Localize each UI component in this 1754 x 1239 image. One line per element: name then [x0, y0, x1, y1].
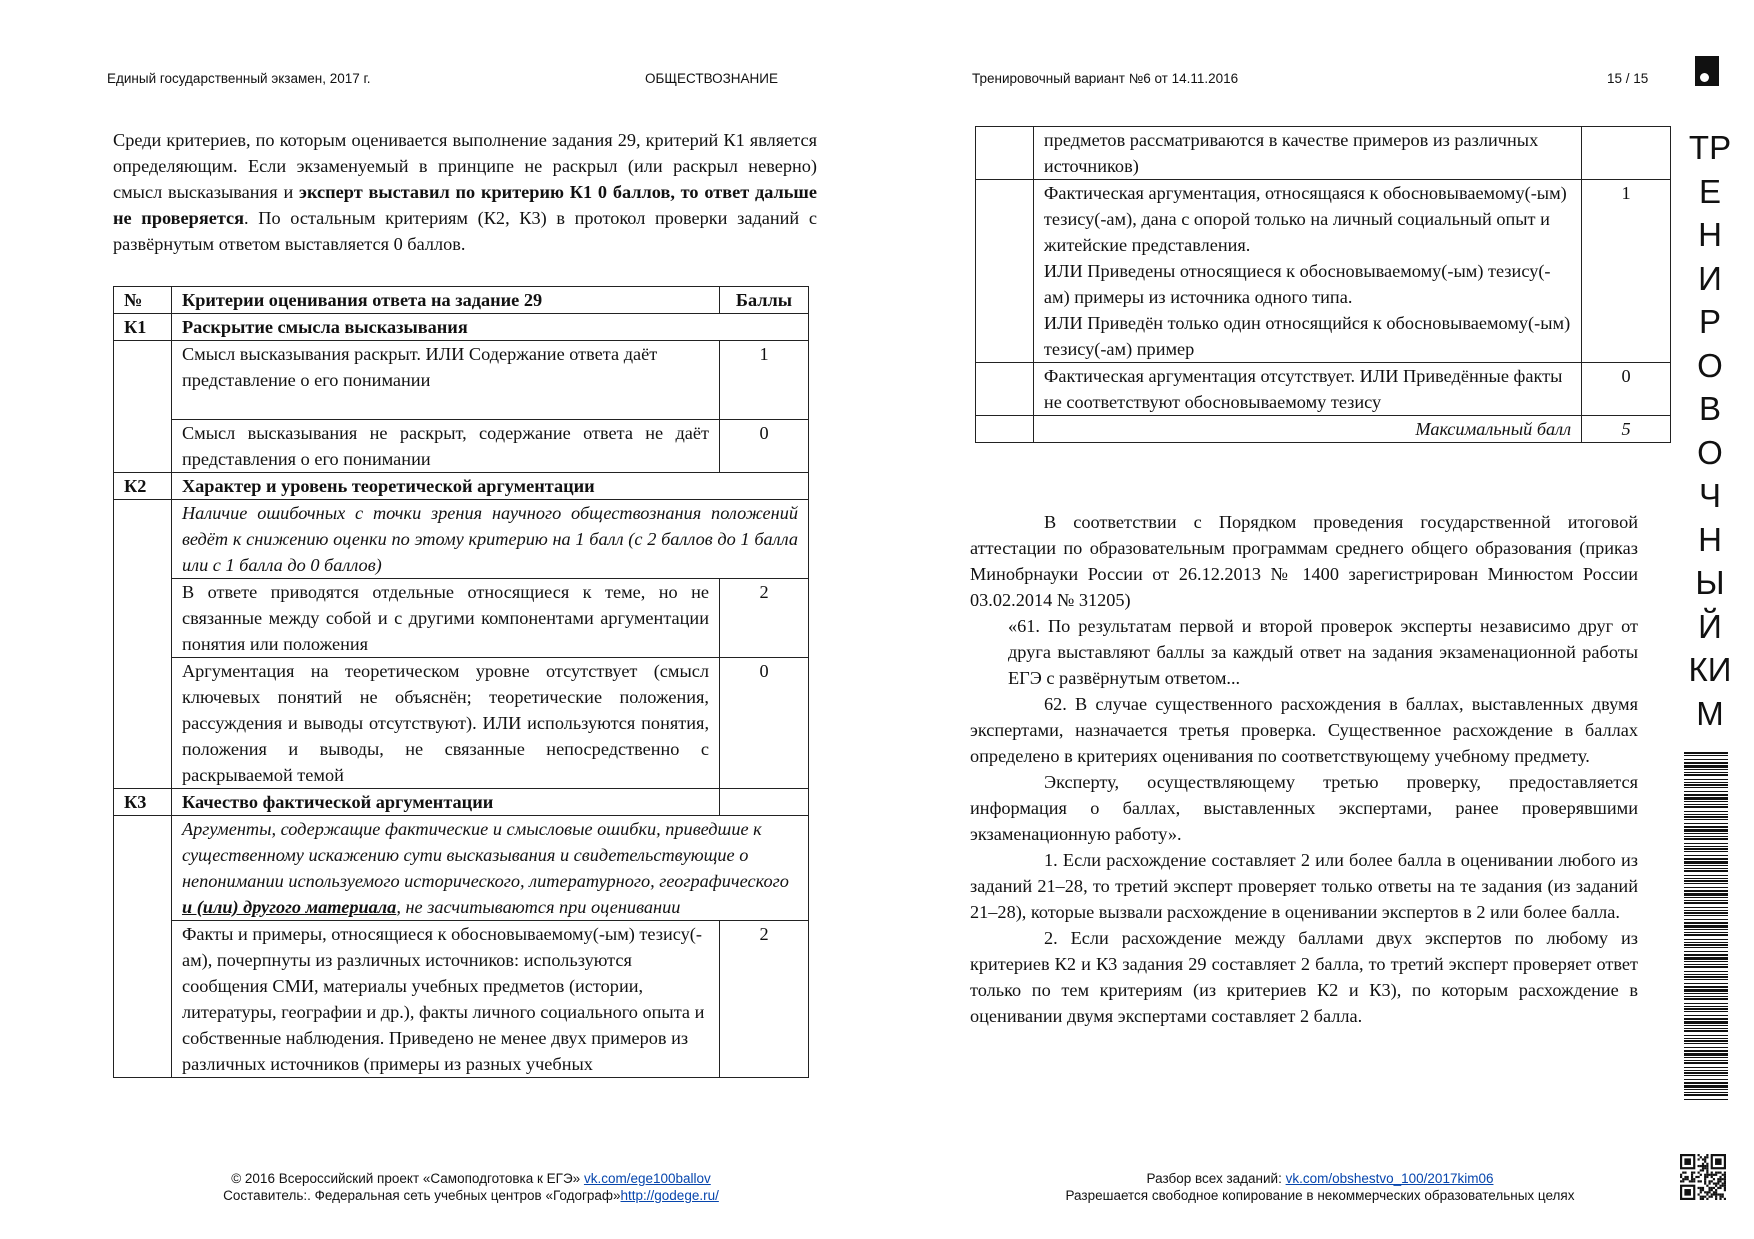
max-score-row	[976, 416, 1671, 443]
k3-row1-text: Факты и примеры, относящиеся к обосновываемому(-ым) тезису(-ам), почерпнуты из различных источников: используются сообщения СМИ, материалы учебных предметов (истории, литературы, географии и др.), факты личного социального опыта и собственные наблюдения. Приведено не менее двух примеров из различных источников (примеры из разных учебных	[171, 921, 719, 1078]
paragraph-3: 62. В случае существенного расхождения в баллах, выставленных двумя экспертами, назначается третья проверка. Существенное расхождение в баллах определено в критериях оценивания по соответствующему учебному предмету.	[970, 694, 1638, 766]
k2-row1-score: 2	[720, 579, 809, 658]
k1-num: К1	[114, 314, 172, 341]
paragraph-4: Эксперту, осуществляющему третью проверку, предоставляется информация о баллах, выставленных экспертами, ранее проверявшими экзаменационную работу».	[970, 772, 1638, 844]
k3-row2-score: 1	[1582, 180, 1671, 363]
table-row	[114, 816, 809, 921]
table-row	[114, 579, 809, 658]
paragraph-2: «61. По результатам первой и второй проверок эксперты независимо друг от друга выставляют баллы за каждый ответ на задания экзаменационной работы ЕГЭ с развёрнутым ответом...	[1008, 616, 1638, 688]
k2-row1-text: В ответе приводятся отдельные относящиеся к теме, но не связанные между собой и с другими компонентами аргументации понятия или положения	[171, 579, 719, 658]
header-page-number: 15 / 15	[1607, 71, 1649, 86]
k1-row2-score: 0	[720, 420, 809, 473]
table-row	[976, 363, 1671, 416]
table-row	[114, 341, 809, 420]
table-row	[114, 420, 809, 473]
k3-cont-text: предметов рассматриваются в качестве примеров из различных источников)	[1033, 127, 1581, 180]
barcode-image	[1684, 752, 1728, 1102]
paragraph-6: 2. Если расхождение между баллами двух экспертов по любому из критериев К2 и К3 задания 29 составляет 2 балла, то третий эксперт проверяет ответ только по тем критериям (из критериев К2 и К3), по которым расхождение в оценивании двумя экспертами составляет 2 балла.	[970, 928, 1638, 1026]
table-row	[976, 127, 1671, 180]
footer-link-vk-ege100[interactable]: vk.com/ege100ballov	[583, 1171, 711, 1186]
k3-note-underlined: и (или) другого материала	[181, 897, 397, 917]
k2-title-row	[114, 473, 809, 500]
footer-left: © 2016 Всероссийский проект «Самоподготовка к ЕГЭ» vk.com/ege100ballov Составитель:. Федеральная сеть учебных центров «Годограф»http://godege.ru/	[223, 1171, 719, 1203]
table-header-row	[114, 287, 809, 314]
table-row	[114, 921, 809, 1078]
k3-num: К3	[114, 789, 172, 816]
header-variant: Тренировочный вариант №6 от 14.11.2016	[972, 71, 1239, 86]
intro-bold-rule: эксперт выставил по критерию К1 0 баллов, то ответ дальше не проверяется	[113, 182, 817, 228]
table-row	[114, 500, 809, 579]
k3-row1-score: 2	[720, 921, 809, 1078]
max-score-label: Максимальный балл	[1033, 416, 1581, 443]
header-subject: ОБЩЕСТВОЗНАНИЕ	[645, 71, 778, 86]
k3-row3-score: 0	[1582, 363, 1671, 416]
k2-title: Характер и уровень теоретической аргументации	[171, 473, 808, 500]
header-score: Баллы	[720, 287, 809, 314]
header-num: №	[114, 287, 172, 314]
qr-code-image	[1680, 1154, 1726, 1200]
footer-link-godege[interactable]: http://godege.ru/	[620, 1188, 719, 1203]
k3-title-row	[114, 789, 809, 816]
k3-note: Аргументы, содержащие фактические и смысловые ошибки, приведшие к существенному искажению сути высказывания и свидетельствующие о непонимании используемого исторического, литературного, географического и (или) другого материала, не засчитываются при оценивании	[171, 816, 808, 921]
k3-row2-text: Фактическая аргументация, относящаяся к обосновываемому(-ым) тезису(-ам), дана с опорой только на личный социальный опыт и житейские представления. ИЛИ Приведены относящиеся к обосновываемому(-ым) тезису(-ам) примеры из источника одного типа. ИЛИ Приведён только один относящийся к обосновываемому(-ым) тезису(-ам) пример	[1033, 180, 1581, 363]
publisher-logo	[1695, 56, 1719, 86]
k1-row2-text: Смысл высказывания не раскрыт, содержание ответа не даёт представления о его понимании	[171, 420, 719, 473]
k2-note: Наличие ошибочных с точки зрения научного обществознания положений ведёт к снижению оценки по этому критерию на 1 балл (с 2 баллов до 1 балла или с 1 балла до 0 баллов)	[171, 500, 808, 579]
k1-title-row	[114, 314, 809, 341]
header-exam-title: Единый государственный экзамен, 2017 г.	[107, 71, 371, 86]
k3-row3-text: Фактическая аргументация отсутствует. ИЛИ Приведённые факты не соответствуют обосновываемому тезису	[1033, 363, 1581, 416]
k1-row1-score: 1	[720, 341, 809, 420]
table-row	[976, 180, 1671, 363]
intro-paragraph: Среди критериев, по которым оценивается выполнение задания 29, критерий К1 является определяющим. Если экзаменуемый в принципе не раскрыл (или раскрыл неверно) смысл высказывания и эксперт выставил по критерию К1 0 баллов, то ответ дальше не проверяется. По остальным критериям (К2, К3) в протокол проверки заданий с развёрнутым ответом выставляется 0 баллов.	[113, 130, 817, 254]
footer-right: Разбор всех заданий: vk.com/obshestvo_100/2017kim06 Разрешается свободное копирование в некоммерческих образовательных целях	[1065, 1171, 1575, 1203]
table-row	[114, 658, 809, 789]
paragraph-1: В соответствии с Порядком проведения государственной итоговой аттестации по образовательным программам среднего общего образования (приказ Минобрнауки России от 26.12.2013 № 1400 зарегистрирован Минюстом России 03.02.2014 № 31205)	[970, 512, 1638, 610]
criteria-table-continued	[975, 126, 1671, 443]
k2-row2-text: Аргументация на теоретическом уровне отсутствует (смысл ключевых понятий не объяснён; теоретические положения, рассуждения и выводы отсутствуют). ИЛИ используются понятия, положения и выводы, не связанные непосредственно с раскрываемой темой	[171, 658, 719, 789]
max-score-value: 5	[1582, 416, 1671, 443]
k2-num: К2	[114, 473, 172, 500]
footer-link-vk-obshestvo[interactable]: vk.com/obshestvo_100/2017kim06	[1285, 1171, 1494, 1186]
paragraph-5: 1. Если расхождение составляет 2 или более балла в оценивании любого из заданий 21–28, то третий эксперт проверяет только ответы на те задания (из заданий 21–28), которые вызвали расхождение в оценивании экспертов в 2 или более балла.	[970, 850, 1638, 922]
k2-row2-score: 0	[720, 658, 809, 789]
criteria-table	[113, 286, 809, 1078]
k3-title: Качество фактической аргументации	[171, 789, 719, 816]
k1-title: Раскрытие смысла высказывания	[171, 314, 808, 341]
regulation-text	[970, 509, 1638, 1029]
vertical-watermark-label: ТР Е Н И Р О В О Ч Н Ы Й КИ М	[1688, 129, 1732, 732]
header-criteria: Критерии оценивания ответа на задание 29	[171, 287, 719, 314]
k1-row1-text: Смысл высказывания раскрыт. ИЛИ Содержание ответа даёт представление о его понимании	[171, 341, 719, 420]
